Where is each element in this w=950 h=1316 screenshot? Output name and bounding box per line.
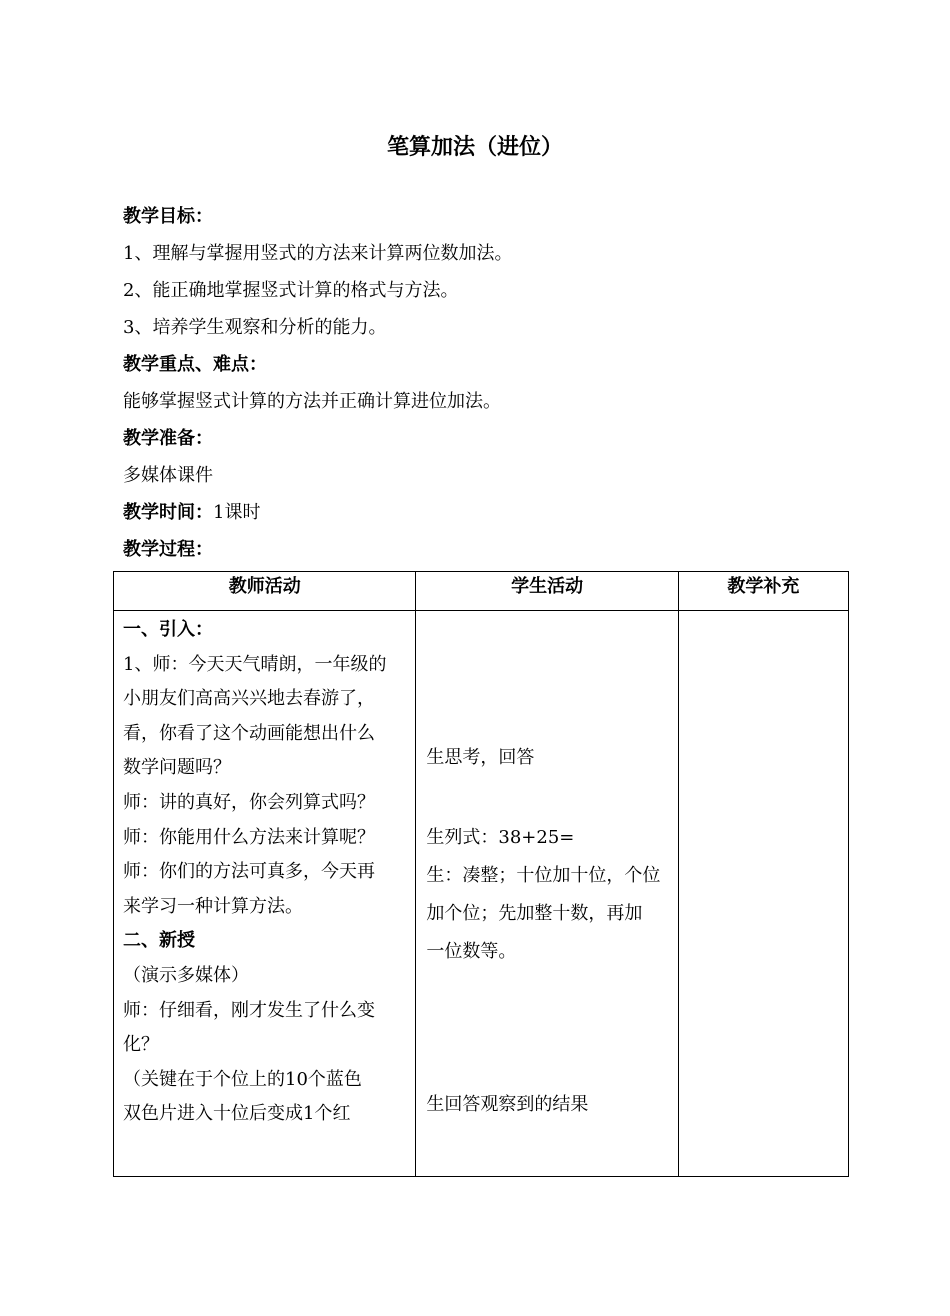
student-line: 生：凑整；十位加十位，个位 [426, 865, 661, 886]
table-header-row [114, 572, 849, 611]
teacher-line: 来学习一种计算方法。 [123, 895, 303, 917]
teacher-activity-cell [114, 611, 416, 1177]
goal-item: 1、理解与掌握用竖式的方法来计算两位数加法。 [123, 243, 513, 264]
teacher-line: 化？ [123, 1034, 159, 1056]
header-student-activity: 学生活动 [416, 572, 678, 611]
teacher-line: 1、师：今天天气晴朗，一年级的 [123, 653, 387, 675]
student-activity-cell [416, 611, 678, 1177]
prep-text: 多媒体课件 [123, 465, 213, 486]
teacher-line: 看，你看了这个动画能想出什么 [123, 722, 375, 744]
time-line [123, 494, 843, 531]
teacher-line: 数学问题吗？ [123, 757, 231, 779]
time-text: 1课时 [213, 502, 261, 523]
section-heading: 一、引入： [123, 619, 213, 640]
teaching-supplement-cell [678, 611, 848, 1177]
goals-heading: 教学目标： [123, 206, 213, 227]
header-teaching-supplement: 教学补充 [678, 572, 848, 611]
lesson-intro [123, 198, 843, 568]
student-line: 生思考，回答 [426, 747, 535, 768]
teacher-line: （关键在于个位上的10个蓝色 [123, 1068, 362, 1090]
teacher-line: 师：你能用什么方法来计算呢？ [123, 826, 375, 848]
focus-heading: 教学重点、难点： [123, 354, 267, 375]
prep-heading: 教学准备： [123, 428, 213, 449]
teaching-process-table [113, 571, 849, 1177]
goal-item: 2、能正确地掌握竖式计算的格式与方法。 [123, 280, 459, 301]
teacher-line: （演示多媒体） [123, 964, 249, 986]
document-title: 笔算加法（进位） [386, 135, 563, 160]
teacher-line: 师：讲的真好，你会列算式吗？ [123, 791, 375, 813]
teacher-line: 双色片进入十位后变成1个红 [123, 1103, 351, 1125]
student-line: 生列式：38+25= [426, 827, 575, 848]
teacher-line: 师：你们的方法可真多，今天再 [123, 861, 375, 883]
focus-text: 能够掌握竖式计算的方法并正确计算进位加法。 [123, 391, 501, 412]
table-row [114, 611, 849, 1177]
student-line: 一位数等。 [426, 941, 517, 962]
teacher-line: 师：仔细看，刚才发生了什么变 [123, 999, 375, 1021]
time-heading: 教学时间： [123, 502, 213, 523]
section-heading: 二、新授 [123, 930, 195, 952]
teacher-line: 小朋友们高高兴兴地去春游了， [123, 688, 375, 710]
header-teacher-activity: 教师活动 [114, 572, 416, 611]
student-line: 加个位；先加整十数，再加 [426, 903, 643, 924]
goal-item: 3、培养学生观察和分析的能力。 [123, 317, 387, 338]
student-line: 生回答观察到的结果 [426, 1094, 589, 1115]
process-heading: 教学过程： [123, 539, 213, 560]
